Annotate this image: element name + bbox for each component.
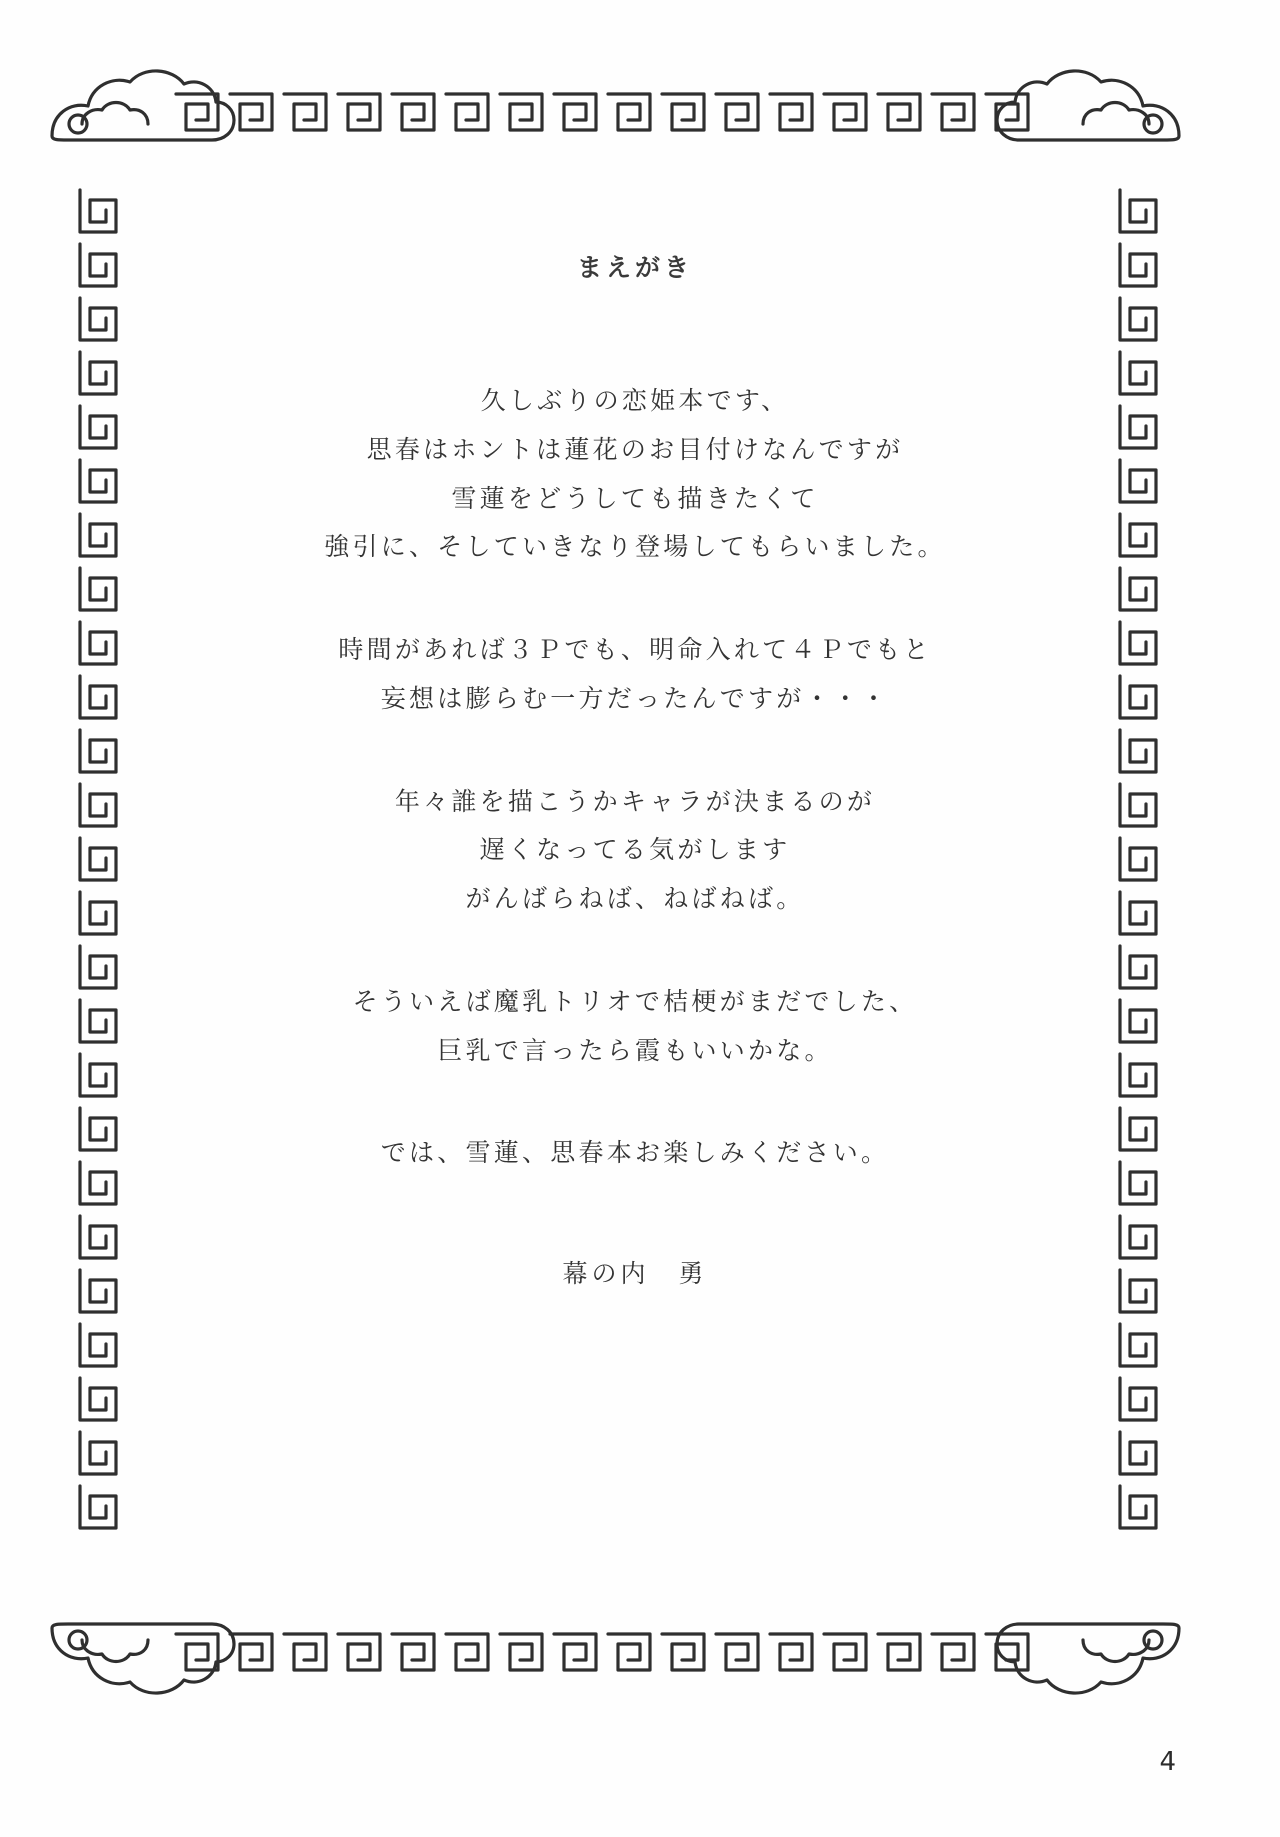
- page-title: まえがき: [576, 253, 693, 282]
- author-signature: 幕の内 勇: [562, 1259, 708, 1288]
- text-line: がんばらねば、ねばねば。: [465, 884, 805, 913]
- text-line: 時間があれば３Ｐでも、明命入れて４Ｐでもと: [338, 635, 932, 664]
- paragraph-1: [155, 377, 1115, 572]
- page-number: 4: [1159, 1747, 1176, 1777]
- text-line: では、雪蓮、思春本お楽しみください。: [380, 1138, 890, 1168]
- text-line: 巨乳で言ったら霞もいいかな。: [437, 1035, 833, 1065]
- paragraph-2: [155, 626, 1115, 724]
- text-line: 思春はホントは蓮花のお目付けなんですが: [366, 434, 904, 464]
- text-line: そういえば魔乳トリオで桔梗がまだでした、: [352, 986, 918, 1016]
- text-line: 遅くなってる気がします: [479, 835, 791, 865]
- text-line: 久しぶりの恋姫本です、: [480, 386, 790, 415]
- text-line: 雪蓮をどうしても描きたくて: [451, 483, 819, 513]
- afterword-content: [155, 250, 1115, 1290]
- text-line: 年々誰を描こうかキャラが決まるのが: [394, 786, 876, 816]
- text-line: 妄想は膨らむ一方だったんですが・・・: [380, 683, 890, 713]
- paragraph-3: [155, 778, 1115, 924]
- paragraph-4: [155, 978, 1115, 1076]
- text-line: 強引に、そしていきなり登場してもらいました。: [324, 532, 946, 562]
- paragraph-5: [155, 1129, 1115, 1178]
